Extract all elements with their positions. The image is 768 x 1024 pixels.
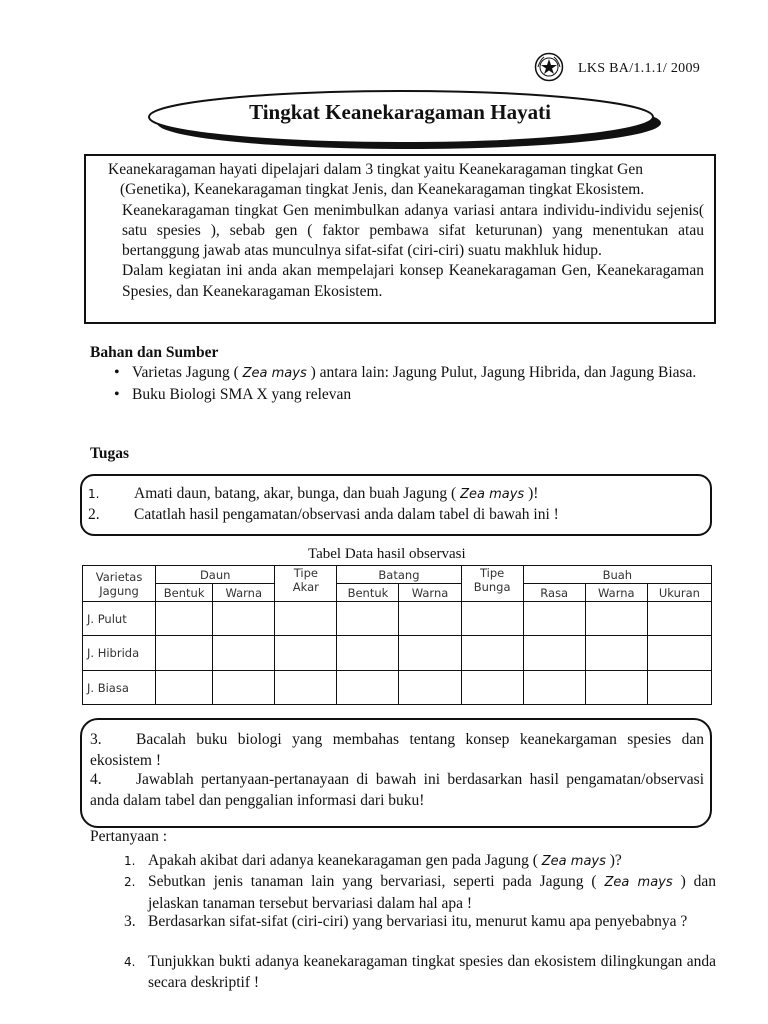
- table-row: [83, 602, 712, 636]
- table-cell[interactable]: [399, 671, 461, 705]
- table-cell[interactable]: [585, 636, 647, 671]
- table-cell[interactable]: [399, 602, 461, 636]
- header-varietas-2: Jagung: [99, 583, 139, 598]
- emblem-logo: [534, 52, 564, 82]
- table-cell[interactable]: [461, 602, 523, 636]
- task-item-3-text: Bacalah buku biologi yang membahas tentang konsep keanekargaman spesies dan ekosistem !: [90, 731, 704, 769]
- tugas-item-1-post: )!: [528, 485, 539, 502]
- question-4-num: 4.: [124, 955, 136, 969]
- table-cell[interactable]: [461, 671, 523, 705]
- question-2-latin: Zea mays: [604, 875, 673, 890]
- table-cell[interactable]: [213, 636, 275, 671]
- page-title: Tingkat Keanekaragaman Hayati: [249, 100, 551, 124]
- tugas-item-2-num: 2.: [88, 506, 100, 523]
- question-1-latin: Zea mays: [541, 854, 606, 869]
- header-tipe-bunga-1: Tipe: [479, 566, 505, 580]
- intro-line-1: Keanekaragaman hayati dipelajari dalam 3 tingkat yaitu Keanekaragaman tingkat Gen: [108, 161, 643, 178]
- table-cell[interactable]: [647, 636, 711, 671]
- task-item-3: [90, 730, 704, 771]
- table-subheader-row: [83, 584, 712, 602]
- table-header-row: [83, 566, 712, 584]
- sub-buah-warna: Warna: [585, 584, 647, 602]
- table-cell[interactable]: [156, 671, 213, 705]
- header-tipe-bunga-2: Bunga: [473, 580, 511, 594]
- question-2-num: 2.: [124, 875, 136, 889]
- tugas-item-1: [88, 484, 698, 506]
- observation-table: [82, 565, 712, 705]
- task-item-4-text: Jawablah pertanyaan-pertanayaan di bawah ini berdasarkan hasil pengamatan/observasi anda dalam tabel dan penggalian informasi dari buku!: [90, 771, 704, 809]
- header-buah: Buah: [523, 566, 711, 584]
- table-row: [83, 671, 712, 705]
- bahan-heading: Bahan dan Sumber: [90, 344, 219, 361]
- header-tipe-akar: [275, 566, 337, 602]
- table-cell[interactable]: [523, 636, 585, 671]
- task-item-3-num: 3.: [90, 731, 102, 748]
- bahan-item-2: • Buku Biologi SMA X yang relevan: [110, 385, 716, 406]
- tugas-heading: Tugas: [90, 445, 130, 462]
- header-varietas-1: Varietas: [95, 569, 143, 584]
- table-cell[interactable]: [275, 671, 337, 705]
- bahan-item-1-pre: Varietas Jagung (: [132, 364, 239, 381]
- intro-paragraph-3: Dalam kegiatan ini anda akan mempelajari konsep Keanekaragaman Gen, Keanekaragaman Spesies, dan Keanekaragaman Ekosistem.: [122, 262, 704, 300]
- question-2: [124, 872, 716, 914]
- intro-paragraph-2: Keanekaragaman tingkat Gen menimbulkan adanya variasi antara individu-individu sejenis( satu spesies ), sebab gen ( faktor pembawa sifat keturunan) yang menentukan atau bertanggung jawab atas munculnya sifat-sifat (ciri-ciri) suatu makhluk hidup.: [122, 201, 704, 260]
- table-row: [83, 636, 712, 671]
- tugas-item-1-pre: Amati daun, batang, akar, bunga, dan buah Jagung (: [134, 485, 457, 502]
- table-cell[interactable]: [213, 602, 275, 636]
- table-cell[interactable]: [647, 671, 711, 705]
- tugas-item-1-num: 1.: [88, 487, 100, 501]
- bahan-item-1: [110, 363, 716, 385]
- table-caption: Tabel Data hasil observasi: [308, 546, 466, 562]
- intro-box: [84, 154, 716, 324]
- question-1-post: )?: [609, 852, 622, 869]
- intro-line-2: (Genetika), Keanekaragaman tingkat Jenis, dan Keanekaragaman tingkat Ekosistem.: [120, 181, 645, 199]
- header-tipe-akar-2: Akar: [292, 580, 319, 594]
- sub-buah-rasa: Rasa: [523, 584, 585, 602]
- pertanyaan-heading: Pertanyaan :: [90, 828, 168, 845]
- tugas-item-2: [88, 505, 698, 526]
- tugas-item-2-text: Catatlah hasil pengamatan/observasi anda dalam tabel di bawah ini !: [134, 506, 559, 523]
- question-3: [124, 912, 716, 933]
- table-cell[interactable]: [399, 636, 461, 671]
- table-cell[interactable]: [213, 671, 275, 705]
- question-2-pre: Sebutkan jenis tanaman lain yang bervariasi, seperti pada Jagung (: [148, 873, 597, 890]
- question-1-pre: Apakah akibat dari adanya keanekaragaman gen pada Jagung (: [148, 852, 538, 869]
- row-label-hibrida: J. Hibrida: [83, 636, 156, 671]
- sub-daun-warna: Warna: [213, 584, 275, 602]
- bahan-item-1-post: ) antara lain: Jagung Pulut, Jagung Hibrida, dan Jagung Biasa.: [310, 364, 697, 381]
- sub-daun-bentuk: Bentuk: [156, 584, 213, 602]
- table-cell[interactable]: [156, 602, 213, 636]
- table-cell[interactable]: [585, 671, 647, 705]
- question-1: [124, 851, 716, 873]
- table-cell[interactable]: [523, 602, 585, 636]
- document-code: LKS BA/1.1.1/ 2009: [578, 61, 701, 76]
- table-cell[interactable]: [275, 636, 337, 671]
- table-cell[interactable]: [523, 671, 585, 705]
- table-cell[interactable]: [337, 602, 399, 636]
- sub-batang-warna: Warna: [399, 584, 461, 602]
- question-2-body: [148, 872, 716, 914]
- question-3-text: Berdasarkan sifat-sifat (ciri-ciri) yang bervariasi itu, menurut kamu apa penyebabnya ?: [148, 913, 688, 930]
- row-label-biasa: J. Biasa: [83, 671, 156, 705]
- sub-buah-ukuran: Ukuran: [647, 584, 711, 602]
- bahan-item-1-latin: Zea mays: [242, 366, 307, 381]
- table-cell[interactable]: [647, 602, 711, 636]
- table-cell[interactable]: [337, 671, 399, 705]
- question-2-post: ) dan jelaskan tanaman tersebut bervariasi dalam hal apa !: [148, 873, 717, 912]
- header-daun: Daun: [156, 566, 275, 584]
- question-1-num: 1.: [124, 854, 136, 868]
- header-tipe-akar-1: Tipe: [293, 566, 318, 580]
- tugas-item-1-latin: Zea mays: [460, 487, 525, 502]
- header-batang: Batang: [337, 566, 461, 584]
- table-cell[interactable]: [337, 636, 399, 671]
- task-item-4: [90, 770, 704, 811]
- question-4-text: Tunjukkan bukti adanya keanekaragaman tingkat spesies dan ekosistem dilingkungan anda secara deskriptif !: [148, 953, 716, 991]
- sub-batang-bentuk: Bentuk: [337, 584, 399, 602]
- table-cell[interactable]: [585, 602, 647, 636]
- task-item-4-num: 4.: [90, 771, 102, 788]
- question-4: [124, 952, 716, 993]
- question-3-num: 3.: [124, 913, 136, 930]
- table-cell[interactable]: [275, 602, 337, 636]
- row-label-pulut: J. Pulut: [83, 602, 156, 636]
- table-cell[interactable]: [156, 636, 213, 671]
- header-varietas: [83, 566, 156, 602]
- bahan-list: [110, 363, 716, 405]
- table-cell[interactable]: [461, 636, 523, 671]
- header-tipe-bunga: [461, 566, 523, 602]
